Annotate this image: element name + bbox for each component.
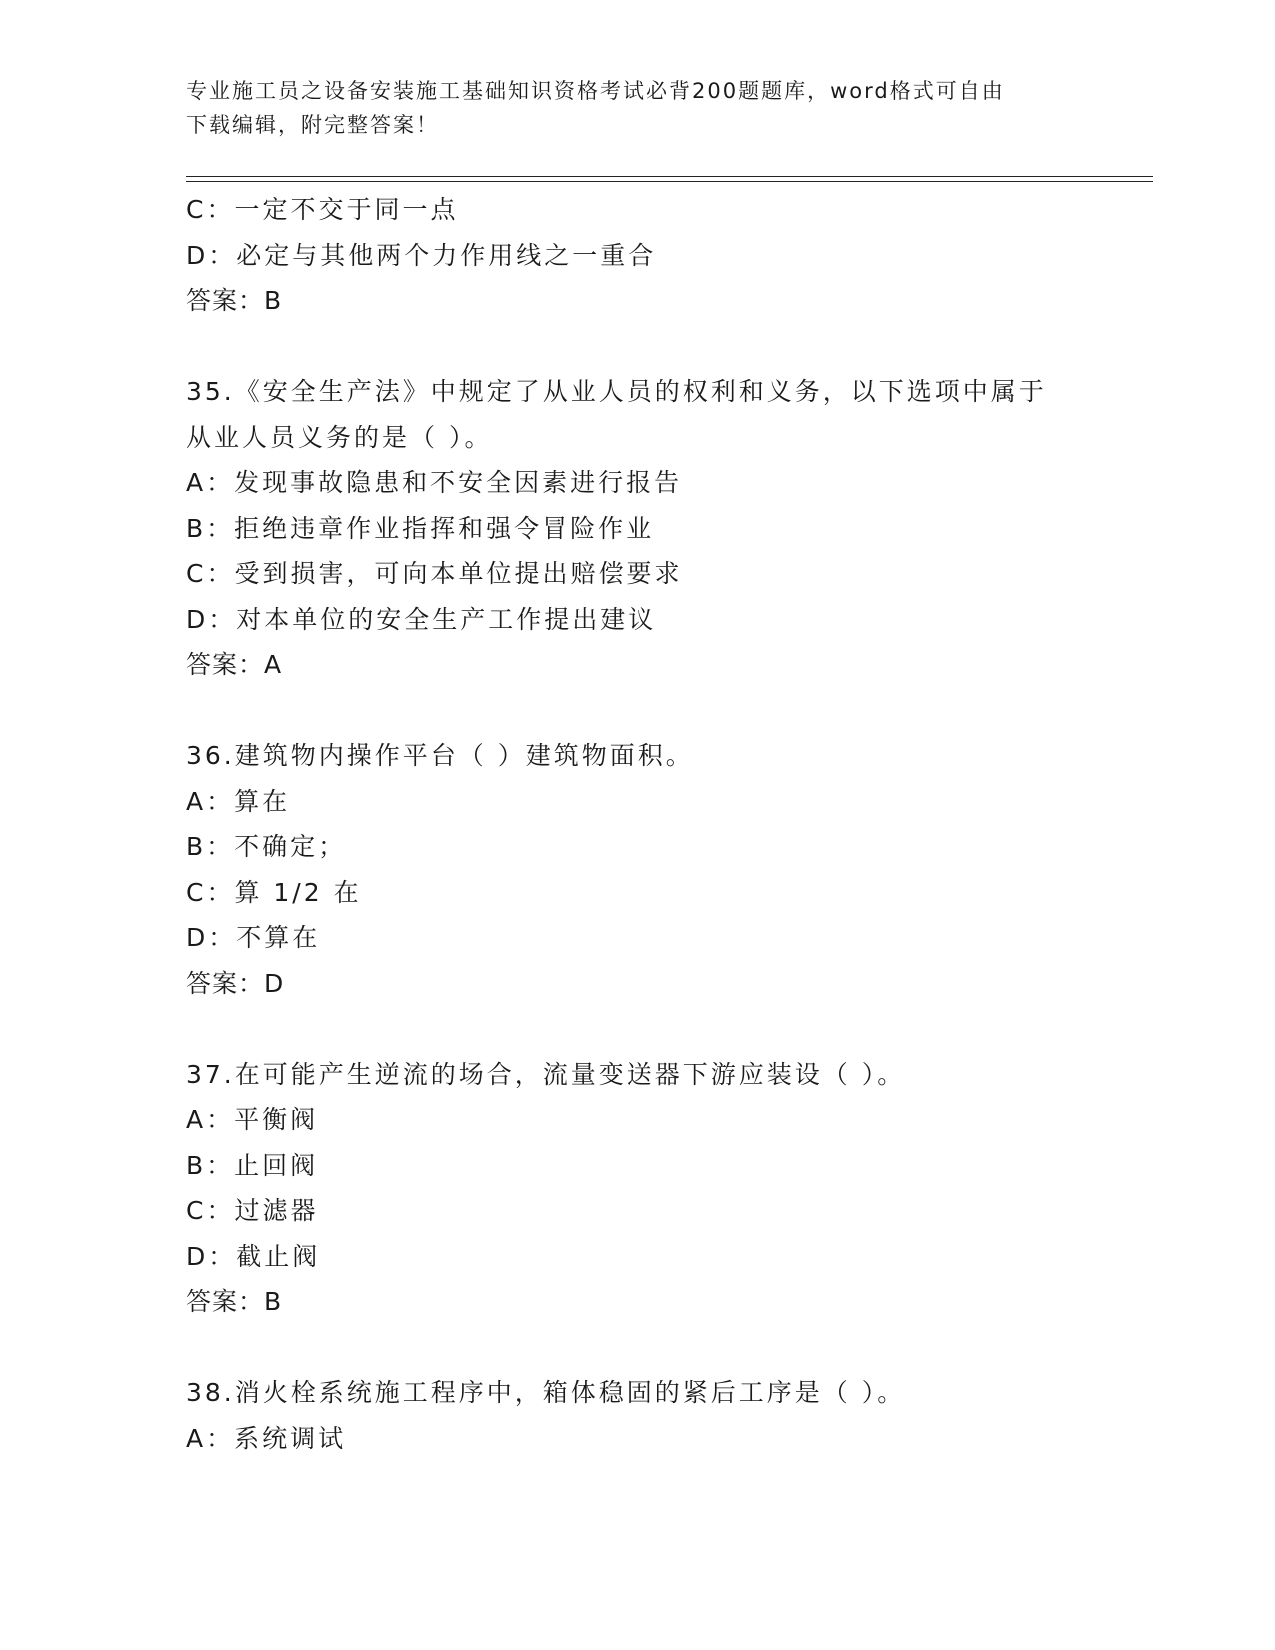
answer: 答案：D <box>186 968 285 998</box>
option-a: A：平衡阀 <box>186 1105 319 1134</box>
option-c: C：受到损害，可向本单位提出赔偿要求 <box>186 559 683 588</box>
question-stem: 37.在可能产生逆流的场合，流量变送器下游应装设（ ）。 <box>186 1059 906 1089</box>
option-b: B：拒绝违章作业指挥和强令冒险作业 <box>186 513 655 543</box>
question-list <box>186 187 1146 1461</box>
question-38 <box>186 1370 1146 1461</box>
spacer <box>186 1325 1146 1371</box>
option-d: D：不算在 <box>186 923 321 952</box>
answer: 答案：B <box>186 286 283 315</box>
option-c: C：一定不交于同一点 <box>186 195 459 224</box>
header-title-line-1: 专业施工员之设备安装施工基础知识资格考试必背200题题库，word格式可自由 <box>186 79 1005 103</box>
answer: 答案：B <box>186 1287 283 1316</box>
answer: 答案：A <box>186 650 283 679</box>
spacer <box>186 1006 1146 1052</box>
option-d: D：对本单位的安全生产工作提出建议 <box>186 604 657 634</box>
question-36 <box>186 733 1146 1006</box>
header-divider-top <box>186 176 1153 177</box>
option-d: D：必定与其他两个力作用线之一重合 <box>186 240 657 270</box>
option-c: C：算 1/2 在 <box>186 877 362 907</box>
option-b: B：止回阀 <box>186 1150 319 1180</box>
question-stem-line-1: 35.《安全生产法》中规定了从业人员的权利和义务，以下选项中属于 <box>186 377 1047 406</box>
option-a: A：系统调试 <box>186 1423 347 1453</box>
document-header <box>186 74 1066 142</box>
question-34-tail <box>186 187 1146 324</box>
option-a: A：算在 <box>186 786 291 816</box>
header-title-line-2: 下载编辑，附完整答案！ <box>186 113 439 137</box>
question-stem-line-2: 从业人员义务的是（ ）。 <box>186 422 493 452</box>
question-stem: 38.消火栓系统施工程序中，箱体稳固的紧后工序是（ ）。 <box>186 1378 906 1407</box>
question-37 <box>186 1052 1146 1325</box>
option-c: C：过滤器 <box>186 1196 319 1225</box>
spacer <box>186 324 1146 370</box>
option-d: D：截止阀 <box>186 1241 321 1271</box>
question-stem: 36.建筑物内操作平台（ ）建筑物面积。 <box>186 741 694 770</box>
option-a: A：发现事故隐患和不安全因素进行报告 <box>186 468 683 497</box>
spacer <box>186 688 1146 734</box>
option-b: B：不确定； <box>186 832 347 861</box>
header-divider-bottom <box>186 181 1153 182</box>
question-35 <box>186 369 1146 688</box>
